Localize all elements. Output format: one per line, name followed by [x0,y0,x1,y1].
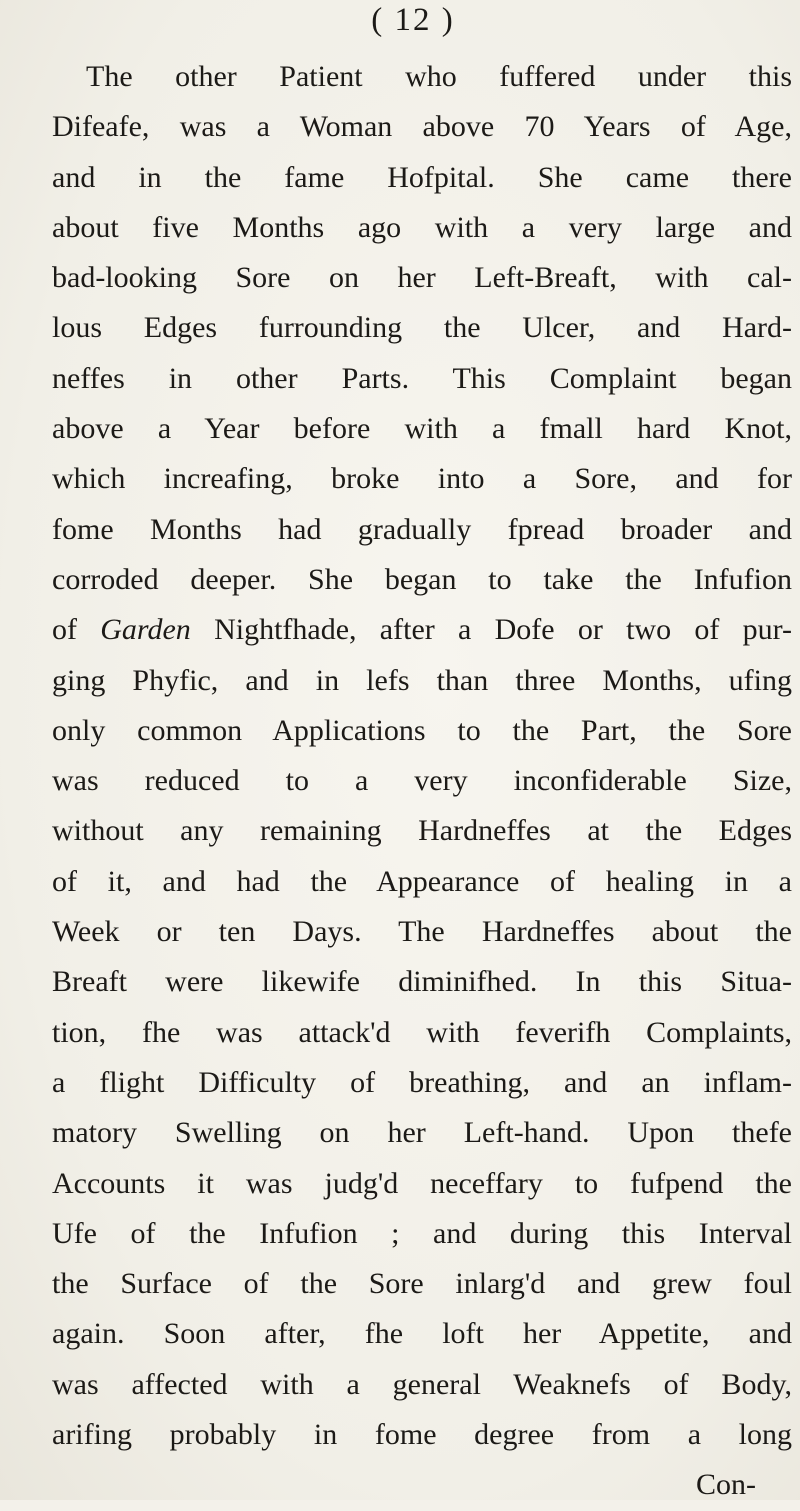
italic-word: Garden [100,613,191,647]
page-number: ( 12 ) [371,2,455,38]
text-line: which increafing, broke into a Sore, and for [52,462,792,496]
text-line: fome Months had gradually fpread broader and [52,512,792,546]
text-line: The other Patient who fuffered under this [86,60,792,93]
text-line: was reduced to a very inconfiderable Size, [52,764,792,798]
text-line: Accounts it was judg'd neceffary to fufpend the [52,1166,792,1200]
body-text [52,52,792,1511]
text-segment: Nightfhade, after a Dofe or two of pur- [190,613,792,647]
text-line: the Surface of the Sore inlarg'd and grew foul [52,1267,792,1301]
text-line: only common Applications to the Part, the Sore [52,713,792,747]
text-line: matory Swelling on her Left-hand. Upon thefe [52,1116,792,1150]
text-line: arifing probably in fome degree from a long [52,1418,792,1452]
text-line: neffes in other Parts. This Complaint began [52,361,792,395]
text-line: above a Year before with a fmall hard Knot, [52,412,792,446]
text-line: about five Months ago with a very large and [52,210,792,244]
text-line: and in the fame Hofpital. She came there [52,160,792,194]
text-line: again. Soon after, fhe loft her Appetite, and [52,1317,792,1351]
text-line: Breaft were likewife diminifhed. In this Situa- [52,965,792,999]
text-line: a flight Difficulty of breathing, and an inflam- [52,1065,792,1099]
text-line: corroded deeper. She began to take the Infufion [52,562,792,596]
text-line: Week or ten Days. The Hardneffes about the [52,915,792,949]
text-line: Ufe of the Infufion ; and during this Interval [52,1216,792,1250]
text-line: lous Edges furrounding the Ulcer, and Hard- [52,311,792,345]
text-line: tion, fhe was attack'd with feverifh Complaints, [52,1015,792,1049]
text-line: without any remaining Hardneffes at the Edges [52,814,792,848]
text-line: ging Phyfic, and in lefs than three Months, ufing [52,663,792,697]
text-segment: of [52,613,101,647]
text-line: of it, and had the Appearance of healing in a [52,864,792,898]
text-line: was affected with a general Weaknefs of Body, [52,1367,792,1401]
catchword: Con- [696,1468,756,1502]
text-line: bad-looking Sore on her Left-Breaft, with cal- [52,261,792,295]
text-line [52,605,792,655]
text-line: Difeafe, was a Woman above 70 Years of Age, [52,110,792,144]
